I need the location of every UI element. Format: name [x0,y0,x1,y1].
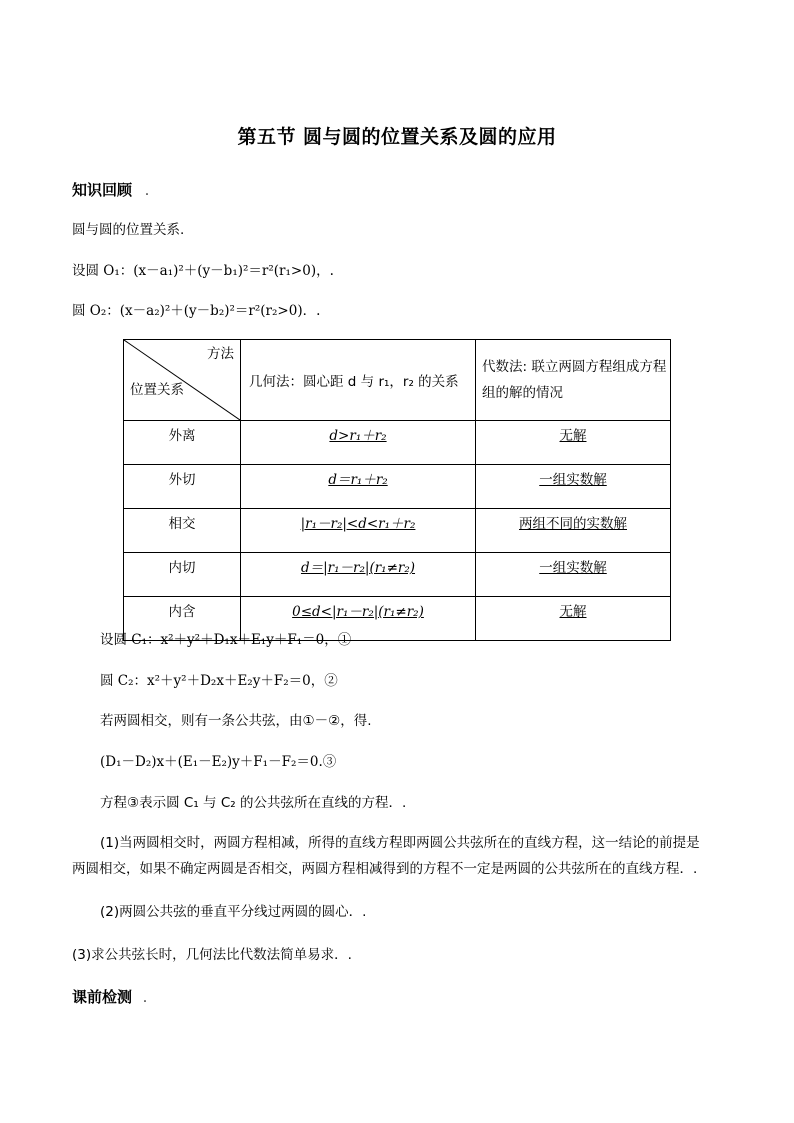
alg-solution: 一组实数解 [539,560,607,576]
circle-c2-equation: 圆 C₂：x²＋y²＋D₂x＋E₂y＋F₂＝0，② [100,673,338,689]
note-1-line-2: 两圆相交，如果不确定两圆是否相交，两圆方程相减得到的方程不一定是两圆的公共弦所在的直线方程．. [72,861,698,877]
geo-condition: d>r₁＋r₂ [329,428,387,444]
table-row [124,553,671,597]
alg-solution: 无解 [559,428,587,444]
page-title: 第五节 圆与圆的位置关系及圆的应用 [237,126,557,148]
geo-condition: |r₁－r₂|<d<r₁＋r₂ [300,516,416,532]
header-algebraic-method: 代数法: 联立两圆方程组成方程组的解的情况 [476,340,671,421]
row-label: 内切 [124,553,241,597]
corner-label-method: 方法 [207,346,234,362]
geo-condition: d＝r₁＋r₂ [328,472,388,488]
common-chord-equation: (D₁－D₂)x＋(E₁－E₂)y＋F₁－F₂＝0.③ [100,754,337,770]
alg-solution: 一组实数解 [539,472,607,488]
header-geometric-method: 几何法：圆心距 d 与 r₁，r₂ 的关系 [241,340,476,421]
section-heading-pretest [72,986,147,1007]
row-label: 外离 [124,421,241,465]
circle-c1-equation: 设圆 C₁：x²＋y²＋D₁x＋E₁y＋F₁＝0，① [100,632,352,648]
section-heading-mark: . [143,994,147,1005]
geo-condition: d＝|r₁－r₂|(r₁≠r₂) [300,560,416,576]
row-label: 相交 [124,509,241,553]
circle-o2-equation: 圆 O₂：(x－a₂)²＋(y－b₂)²＝r²(r₂>0)．. [72,303,321,319]
geo-condition: 0≤d<|r₁－r₂|(r₁≠r₂) [292,604,424,620]
alg-solution: 无解 [559,604,587,620]
circle-o1-equation: 设圆 O₁：(x－a₁)²＋(y－b₁)²＝r²(r₁>0)，. [72,263,334,279]
table-corner-cell [124,340,241,421]
table-header-row [124,340,671,421]
row-label: 内含 [124,597,241,641]
table-row [124,421,671,465]
table-row [124,465,671,509]
position-relation-table [123,339,671,641]
table-row [124,509,671,553]
section-heading-review [72,179,149,200]
equation-3-meaning: 方程③表示圆 C₁ 与 C₂ 的公共弦所在直线的方程．. [100,795,407,811]
note-2: (2)两圆公共弦的垂直平分线过两圆的圆心．. [100,904,367,920]
section-heading-text: 知识回顾 [72,181,133,199]
note-1-line-1: (1)当两圆相交时，两圆方程相减，所得的直线方程即两圆公共弦所在的直线方程，这一结论的前提是 [100,835,700,851]
alg-solution: 两组不同的实数解 [519,516,627,532]
note-3: (3)求公共弦长时，几何法比代数法简单易求．. [72,947,352,963]
corner-label-position: 位置关系 [130,382,184,398]
row-label: 外切 [124,465,241,509]
section-heading-text: 课前检测 [72,988,133,1006]
intro-text: 圆与圆的位置关系. [72,222,185,238]
common-chord-intro: 若两圆相交，则有一条公共弦，由①－②，得. [100,713,372,729]
section-heading-mark: . [145,187,149,198]
